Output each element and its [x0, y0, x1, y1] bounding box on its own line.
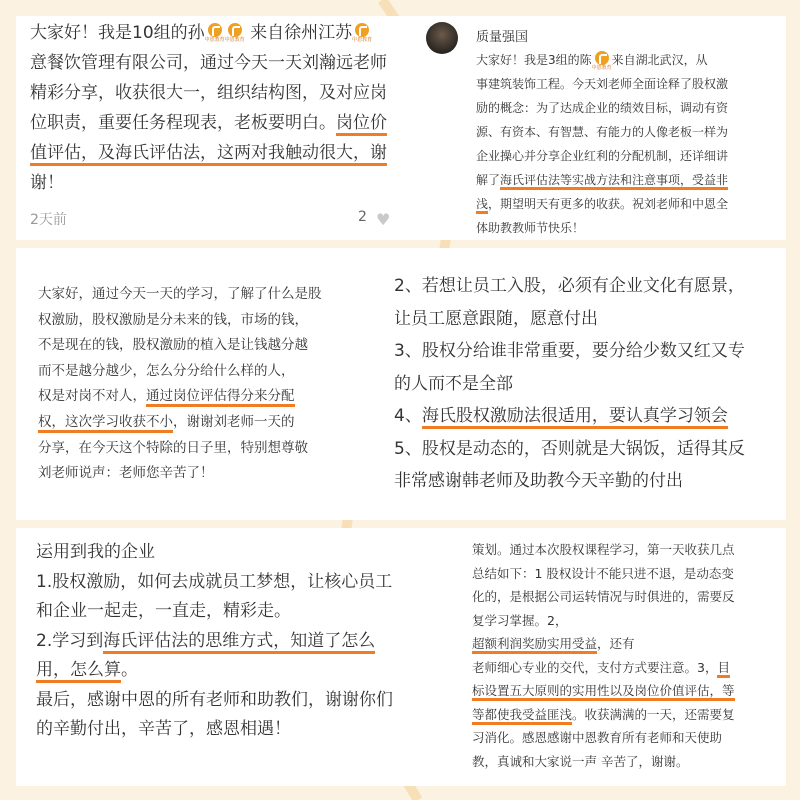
comment-text: [476, 48, 728, 240]
comment-card-5: [16, 528, 448, 786]
highlight-text: 超额利润奖励实用受益: [472, 636, 597, 654]
text-line: 体助教教师节快乐！: [476, 221, 585, 235]
text-line: 刘老师说声：老师您辛苦了！: [38, 465, 214, 482]
text-line: [30, 18, 387, 48]
text-line: 非常感谢韩老师及助教今天辛勤的付出: [394, 471, 683, 491]
text-line: 企业操心并分享企业红利的分配机制，还详细讲: [476, 149, 729, 163]
text-line: 的人而不是全部: [394, 373, 513, 394]
text-line: 总结如下：1 股权设计不能只进不退，是动态变: [472, 565, 734, 581]
text-line: 精彩分享，收获很大一，组织结构图，及对应岗: [30, 83, 387, 103]
highlight-text: 海氏评估法等实战方法和注意事项，受益非: [500, 173, 728, 190]
text-line: 大家好，通过今天一天的学习，了解了什么是股: [38, 286, 322, 302]
text-line: 谢！: [30, 173, 64, 193]
text-line: [30, 138, 387, 168]
text-line: 老师细心专业的交代，支付方式要注意。3，目: [472, 656, 735, 680]
text-line: 超额利润奖励实用受益，还有: [472, 632, 735, 656]
highlight-text: 标设置五大原则的实用性以及岗位价值评估，等: [472, 683, 735, 701]
text-line: 教，真诚和大家说一声 辛苦了，谢谢。: [472, 753, 689, 769]
text-line: 位职责，重要任务程现表，老板要明白。岗位价: [30, 108, 387, 138]
text-line: 1.股权激励，如何去成就员工梦想，让核心员工: [36, 571, 393, 592]
text-line: 4、海氏股权激励法很适用，要认真学习领会: [394, 400, 745, 433]
highlight-text: 用，怎么算: [36, 660, 121, 683]
text-line: 的辛勤付出，辛苦了，感恩相遇！: [36, 719, 291, 739]
text-line: 等都使我受益匪浅。收获满满的一天，还需要复: [472, 703, 735, 727]
comment-card-6: [428, 528, 786, 786]
text-line: 分享，在今天这个特除的日子里，特别想尊敬: [38, 439, 308, 456]
text-line: 运用到我的企业: [36, 542, 155, 562]
text-line: 化的，是根据公司运转情况与时俱进的，需要反: [472, 589, 735, 604]
text-line: 3、股权分给谁非常重要，要分给少数又红又专: [394, 341, 745, 361]
text-line: 和企业一起走，一直走，精彩走。: [36, 601, 291, 621]
avatar[interactable]: [426, 22, 458, 54]
text-line: 用，怎么算。: [36, 656, 393, 686]
comment-text: [472, 538, 735, 773]
text-line: 权激励，股权激励是分未来的钱，市场的钱，: [38, 311, 308, 328]
text-line: 策划。通过本次股权课程学习，第一天收获几点: [472, 542, 735, 557]
text-line: 浅，期望明天有更多的收获。祝刘老师和中恩全: [476, 192, 728, 216]
heart-icon[interactable]: ♥: [376, 210, 391, 229]
comment-text: [38, 282, 322, 487]
text-segment: 来自徐州江苏: [250, 23, 353, 43]
text-line: 意餐饮管理有限公司，通过今天一天刘瀚远老师: [30, 53, 387, 73]
text-line: 2.学习到海氏评估法的思维方式，知道了怎么: [36, 627, 393, 657]
text-line: 励的概念：为了达成企业的绩效目标，调动有资: [476, 101, 729, 115]
highlight-text: 海氏评估法的思维方式，知道了怎么: [103, 631, 375, 654]
like-count: 2: [358, 209, 367, 225]
text-line: 5、股权是动态的，否则就是大锅饭，适得其反: [394, 438, 745, 459]
highlight-text: 等都使我受益匪浅: [472, 707, 572, 725]
comment-text: [36, 538, 393, 745]
highlight-text: 浅: [476, 197, 488, 214]
text-line: 复学习掌握。2，: [472, 612, 568, 628]
logo-icon: 中恩教育: [352, 23, 372, 43]
comment-card-1: [16, 16, 448, 240]
logo-icon: 中恩教育: [225, 23, 245, 43]
text-line: [472, 679, 735, 703]
text-line: 2、若想让员工入股，必须有企业文化有愿景，: [394, 276, 745, 296]
text-line: 权是对岗不对人，通过岗位评估得分来分配: [38, 384, 322, 410]
text-line: 而不是越分越少，怎么分分给什么样的人，: [38, 362, 295, 379]
highlight-text: 海氏股权激励法很适用，要认真学习领会: [422, 406, 728, 429]
comment-text: [30, 18, 387, 198]
highlight-text: 目: [717, 660, 730, 678]
highlight-text: 通过岗位评估得分来分配: [146, 388, 295, 407]
comment-card-3: [16, 248, 388, 520]
text-line: 解了海氏评估法等实战方法和注意事项，受益非: [476, 168, 728, 192]
text-line: 最后，感谢中恩的所有老师和助教们，谢谢你们: [36, 689, 393, 710]
comment-card-2: [404, 16, 786, 240]
username[interactable]: 质量强国: [476, 30, 529, 45]
comment-card-4: [372, 248, 786, 520]
text-line: 事建筑装饰工程。今天刘老师全面诠释了股权激: [476, 77, 729, 91]
highlight-text: 值评估，及海氏评估法，这两对我触动很大，谢: [30, 143, 387, 166]
text-line: 大家好！我是3组的陈 中恩教育 来自湖北武汉，从: [476, 48, 728, 72]
text-line: 让员工愿意跟随，愿意付出: [394, 308, 598, 329]
text-line: 不是现在的钱，股权激励的植入是让钱越分越: [38, 337, 308, 354]
text-line: 权，这次学习收获不小，谢谢刘老师一天的: [38, 410, 322, 436]
timestamp: 2天前: [30, 212, 67, 228]
highlight-text: 权，这次学习收获不小: [38, 414, 173, 433]
logo-icon: 中恩教育: [205, 23, 225, 43]
logo-icon: 中恩教育: [592, 51, 612, 71]
text-line: 源、有资本、有智慧、有能力的人像老板一样为: [476, 125, 729, 139]
highlight-text: 岗位价: [336, 113, 387, 136]
text-line: 习消化。感恩感谢中恩教育所有老师和天使助: [472, 730, 723, 745]
comment-text: [394, 270, 745, 498]
text-segment: 大家好！我是10组的孙: [30, 23, 205, 43]
